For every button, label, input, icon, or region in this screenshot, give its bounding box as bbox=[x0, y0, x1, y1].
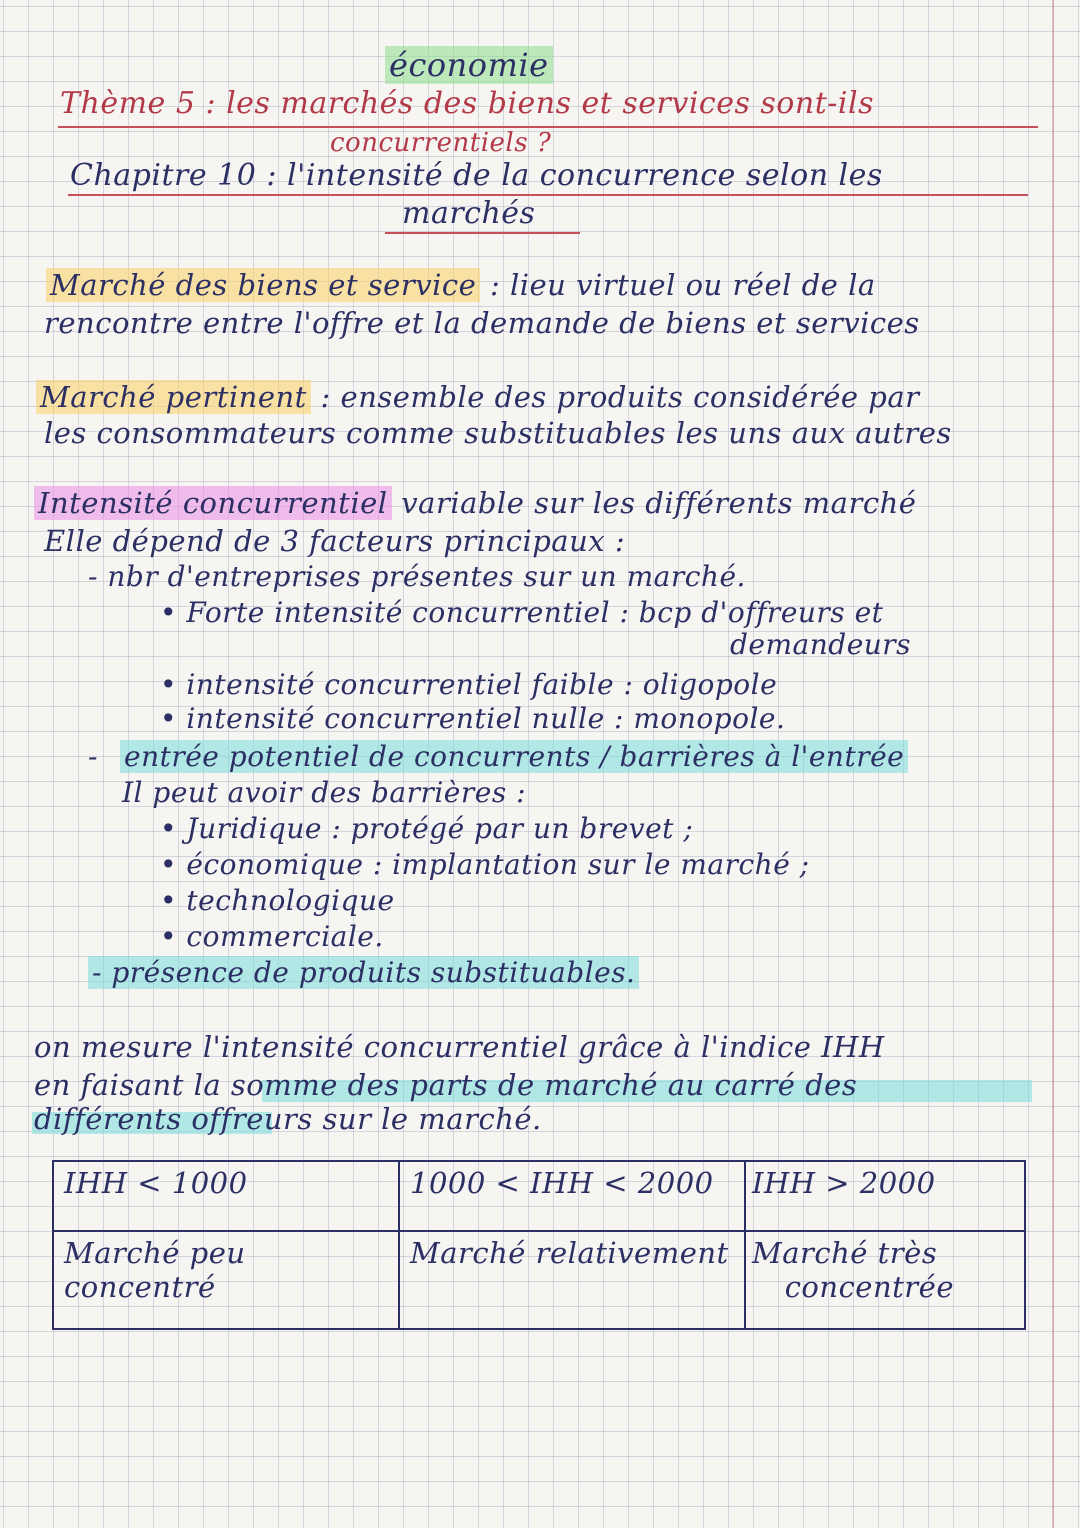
def-marche-biens-text: : lieu virtuel ou réel de la bbox=[480, 268, 876, 302]
ihh-cell-high-text: Marché très bbox=[752, 1236, 938, 1270]
factor-2-bullet-3: • technologique bbox=[160, 884, 395, 917]
ihh-table-header-row bbox=[53, 1161, 1025, 1231]
def-marche-pertinent-text: : ensemble des produits considérée par bbox=[310, 380, 920, 414]
factor-1-bullet-3: • intensité concurrentiel nulle : monopole. bbox=[160, 702, 786, 735]
ihh-cell-high bbox=[745, 1231, 1025, 1329]
factor-1-bullet-2: • intensité concurrentiel faible : oligopole bbox=[160, 668, 778, 701]
chapter-title-continued: marchés bbox=[402, 196, 536, 231]
ihh-table bbox=[52, 1160, 1026, 1330]
def-marche-biens-term: Marché des biens et service bbox=[46, 268, 480, 302]
ihh-cell-low-text: Marché peu concentré bbox=[64, 1236, 246, 1304]
def-marche-biens bbox=[46, 268, 876, 302]
factor-2 bbox=[120, 740, 908, 773]
factor-3-text: - présence de produits substituables. bbox=[88, 956, 639, 989]
def-marche-biens-line2: rencontre entre l'offre et la demande de biens et services bbox=[44, 306, 920, 340]
def-intensite bbox=[34, 486, 916, 520]
ihh-table-row bbox=[53, 1231, 1025, 1329]
factor-1-bullet-1: • Forte intensité concurrentiel : bcp d'offreurs et bbox=[160, 596, 884, 629]
ihh-header-low: IHH < 1000 bbox=[53, 1161, 399, 1231]
chapter-cont-underline bbox=[385, 232, 580, 234]
mesure-line-2: en faisant la somme des parts de marché au carré des bbox=[34, 1068, 858, 1102]
ihh-cell-mid-text: Marché relativement bbox=[410, 1236, 729, 1270]
factor-2-bullet-1: • Juridique : protégé par un brevet ; bbox=[160, 812, 694, 845]
mesure-line-1: on mesure l'intensité concurrentiel grâce à l'indice IHH bbox=[34, 1030, 885, 1064]
factor-2-text: entrée potentiel de concurrents / barrières à l'entrée bbox=[120, 740, 908, 773]
factor-2-sub: Il peut avoir des barrières : bbox=[122, 776, 527, 809]
chapter-title: Chapitre 10 : l'intensité de la concurrence selon les bbox=[70, 158, 883, 193]
subject-title-text: économie bbox=[385, 46, 553, 84]
ihh-cell-low bbox=[53, 1231, 399, 1329]
def-intensite-term: Intensité concurrentiel bbox=[34, 486, 392, 520]
def-intensite-line2: Elle dépend de 3 facteurs principaux : bbox=[44, 524, 626, 558]
ihh-cell-mid bbox=[399, 1231, 745, 1329]
ihh-header-high: IHH > 2000 bbox=[745, 1161, 1025, 1231]
ihh-header-mid: 1000 < IHH < 2000 bbox=[399, 1161, 745, 1231]
def-marche-pertinent bbox=[36, 380, 920, 414]
factor-1: - nbr d'entreprises présentes sur un marché. bbox=[88, 560, 746, 593]
page-margin-line bbox=[1052, 0, 1054, 1528]
subject-title bbox=[385, 46, 553, 84]
factor-2-bullet-2: • économique : implantation sur le marché ; bbox=[160, 848, 810, 881]
factor-1-bullet-1-cont: demandeurs bbox=[730, 628, 912, 661]
def-marche-pertinent-line2: les consommateurs comme substituables les uns aux autres bbox=[44, 416, 952, 450]
def-marche-pertinent-term: Marché pertinent bbox=[36, 380, 311, 414]
factor-3 bbox=[88, 956, 639, 989]
mesure-line-3: différents offreurs sur le marché. bbox=[34, 1102, 542, 1136]
theme-title-continued: concurrentiels ? bbox=[330, 128, 552, 158]
ihh-cell-high-text-cont: concentrée bbox=[784, 1270, 954, 1304]
factor-2-bullet-4: • commerciale. bbox=[160, 920, 384, 953]
chapter-underline bbox=[68, 194, 1028, 196]
def-intensite-text: variable sur les différents marché bbox=[391, 486, 917, 520]
theme-title: Thème 5 : les marchés des biens et services sont-ils bbox=[60, 86, 874, 121]
factor-2-dash: - bbox=[88, 740, 98, 773]
